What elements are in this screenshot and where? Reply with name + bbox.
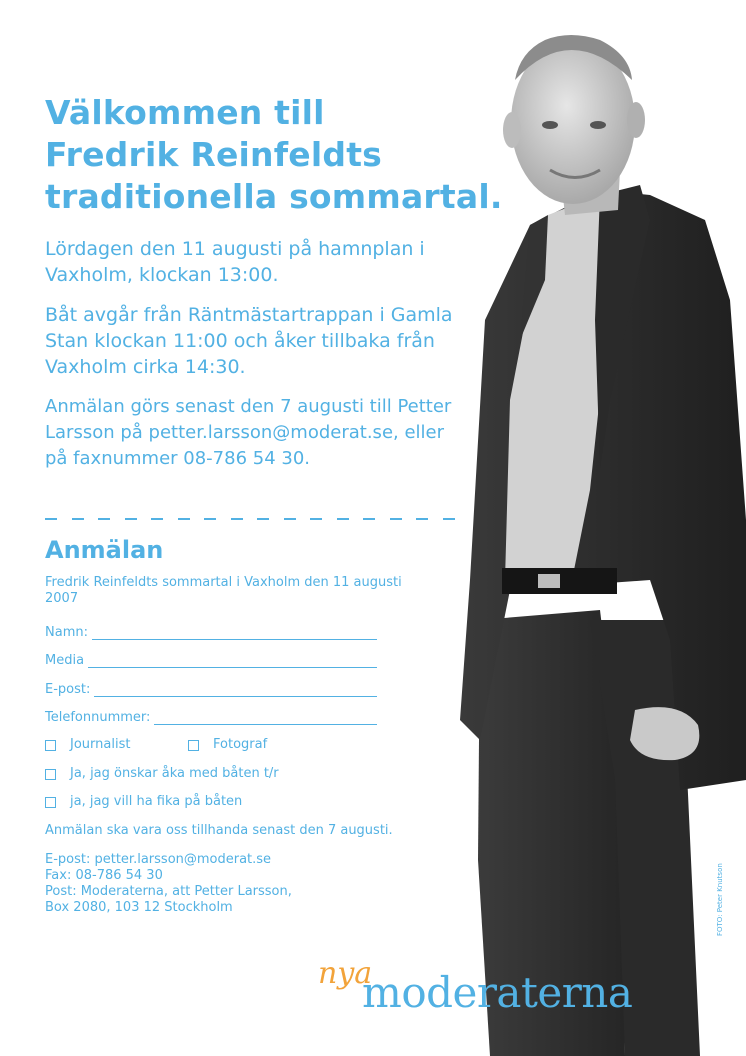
divider-dash [310,518,322,519]
contact-details [45,852,345,916]
logo-moderaterna-text: moderaterna [362,968,633,1017]
checkbox-square-icon[interactable] [188,740,199,751]
portrait-photo [450,20,746,1056]
name-field[interactable] [45,622,377,640]
headline-line-1: Välkommen till [45,93,325,132]
contact-post: Post: Moderaterna, att Petter Larsson, [45,884,292,899]
media-field-line[interactable] [88,653,377,668]
cut-line-divider [45,512,455,526]
form-deadline-note: Anmälan ska vara oss tillhanda senast den 7 augusti. [45,823,393,838]
checkbox-square-icon[interactable] [45,797,56,808]
media-field-label: Media [45,653,85,668]
divider-dash [45,518,57,519]
logo-nya-text: nya [318,956,373,991]
moderaterna-logo [318,956,708,1026]
phone-field-label: Telefonnummer: [45,710,151,725]
divider-dash [98,518,110,519]
divider-dash [72,518,84,519]
divider-dash [337,518,349,519]
photo-credit: FOTO: Peter Knutson [716,863,724,936]
registration-paragraph: Anmälan görs senast den 7 augusti till Petter Larsson på petter.larsson@moderat.se, eller på faxnummer 08-786 54 30. [45,396,452,469]
contact-box: Box 2080, 103 12 Stockholm [45,900,233,915]
event-date-paragraph: Lördagen den 11 augusti på hamnplan i Vaxholm, klockan 13:00. [45,238,425,286]
name-field-line[interactable] [92,625,377,640]
boat-checkbox-label: Ja, jag önskar åka med båten t/r [70,766,279,781]
headline [45,92,515,218]
divider-dash [416,518,428,519]
email-field-label: E-post: [45,682,91,697]
photographer-checkbox-label: Fotograf [213,737,268,752]
phone-field[interactable] [45,707,377,725]
checkbox-square-icon[interactable] [45,769,56,780]
divider-dash [178,518,190,519]
fika-checkbox-label: ja, jag vill ha fika på båten [70,794,243,809]
form-event-description: Fredrik Reinfeldts sommartal i Vaxholm den 11 augusti 2007 [45,575,402,606]
divider-dash [231,518,243,519]
divider-dash [284,518,296,519]
headline-line-3: traditionella sommartal. [45,177,503,216]
divider-dash [390,518,402,519]
email-field-line[interactable] [94,682,377,697]
photographer-checkbox[interactable] [188,736,267,754]
checkbox-square-icon[interactable] [45,740,56,751]
boat-paragraph: Båt avgår från Räntmästartrappan i Gamla Stan klockan 11:00 och åker tillbaka från Vaxholm cirka 14:30. [45,304,453,378]
contact-email: E-post: petter.larsson@moderat.se [45,852,272,867]
boat-checkbox[interactable] [45,765,279,783]
journalist-checkbox-label: Journalist [70,737,131,752]
name-field-label: Namn: [45,625,88,640]
contact-fax: Fax: 08-786 54 30 [45,868,163,883]
divider-dash [363,518,375,519]
email-field[interactable] [45,679,377,697]
phone-field-line[interactable] [154,710,377,725]
divider-dash [125,518,137,519]
divider-dash [257,518,269,519]
form-title: Anmälan [45,536,164,564]
journalist-checkbox[interactable] [45,736,130,754]
divider-dash [204,518,216,519]
headline-line-2: Fredrik Reinfeldts [45,135,383,174]
media-field[interactable] [45,650,377,668]
fika-checkbox[interactable] [45,793,242,811]
divider-dash [151,518,163,519]
